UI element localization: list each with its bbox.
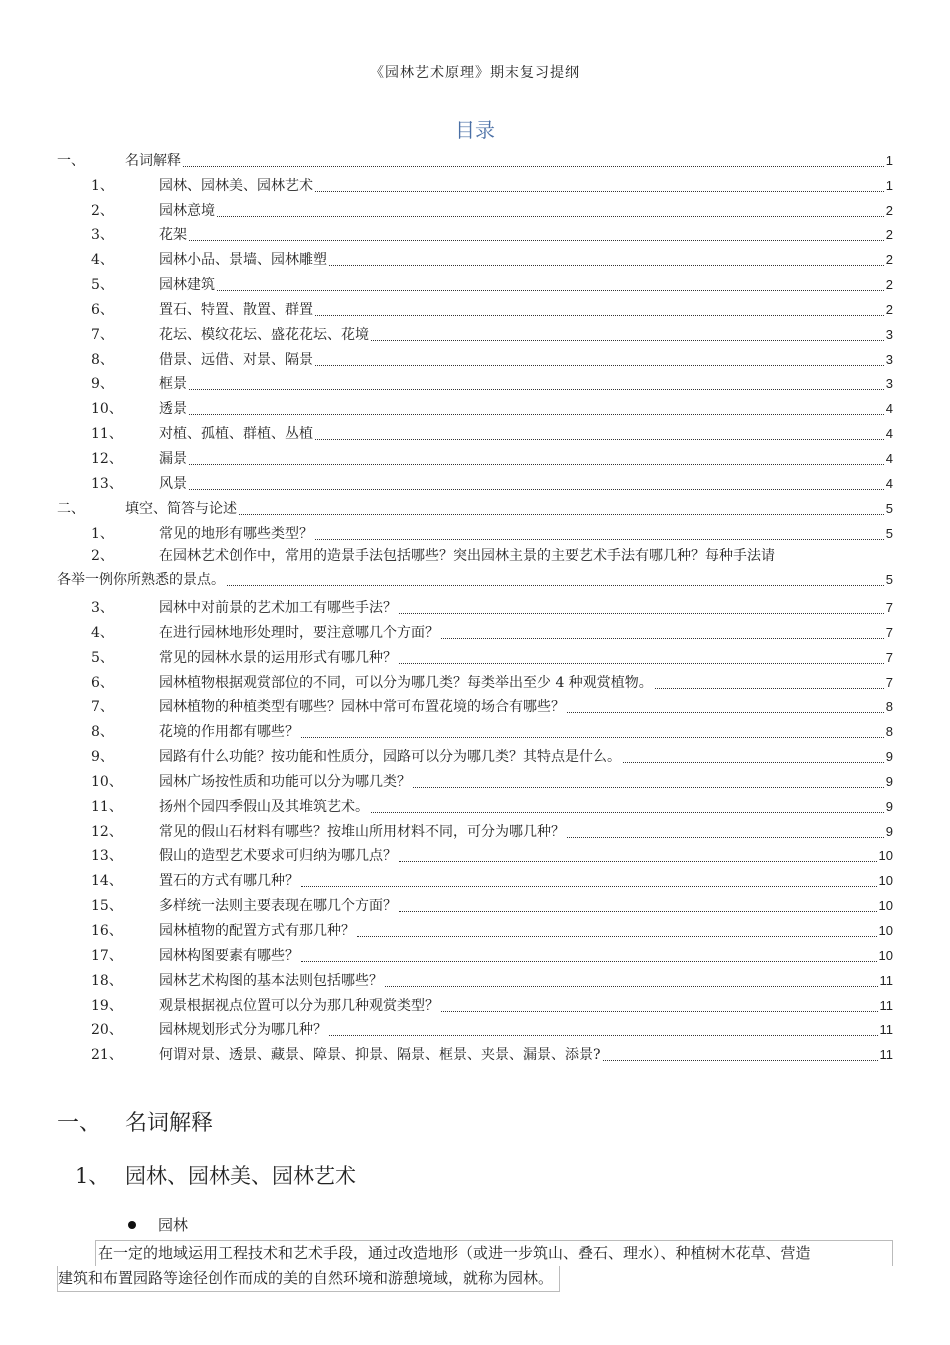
toc-leader [189, 388, 884, 390]
toc-number: 10、 [91, 401, 123, 418]
toc-page-number: 4 [885, 426, 893, 442]
toc-entry[interactable] [57, 618, 893, 643]
toc-entry[interactable] [57, 295, 893, 320]
toc-entry[interactable] [57, 593, 893, 618]
toc-number: 7、 [91, 326, 114, 343]
toc-page-number: 4 [885, 401, 893, 417]
toc-heading: 目录 [455, 118, 495, 142]
toc-page-number: 7 [885, 674, 893, 690]
toc-page-number: 7 [885, 600, 893, 616]
toc-leader [189, 239, 884, 241]
toc-entry[interactable] [57, 221, 893, 246]
toc-entry[interactable] [57, 419, 893, 444]
toc-label: 花境的作用都有哪些？ [159, 724, 299, 741]
toc-entry[interactable] [57, 643, 893, 668]
toc-entry[interactable] [57, 1016, 893, 1041]
toc-page-number: 9 [885, 823, 893, 839]
toc-page-number: 11 [879, 1022, 893, 1038]
toc-page-number: 8 [885, 699, 893, 715]
toc-number: 19、 [91, 997, 123, 1014]
toc-label: 园路有什么功能？按功能和性质分，园路可以分为哪几类？其特点是什么。 [159, 749, 621, 766]
toc-page-number: 2 [885, 202, 893, 218]
toc-entry[interactable] [57, 891, 893, 916]
toc-label-line-2: 各举一例你所熟悉的景点。 [57, 572, 225, 589]
toc-page-number: 9 [885, 798, 893, 814]
toc-entry[interactable] [57, 916, 893, 941]
toc-entry[interactable] [57, 370, 893, 395]
toc-entry[interactable] [57, 345, 893, 370]
toc-leader [301, 736, 884, 738]
toc-leader [315, 190, 884, 192]
toc-leader [189, 413, 884, 415]
toc-entry[interactable] [57, 245, 893, 270]
toc-label: 漏景 [159, 450, 187, 467]
toc-leader [315, 538, 884, 540]
toc-number: 17、 [91, 947, 123, 964]
toc-leader [315, 314, 884, 316]
toc-label: 园林规划形式分为哪几种？ [159, 1022, 327, 1039]
toc-label: 借景、远借、对景、隔景 [159, 351, 313, 368]
toc-leader [329, 1034, 878, 1036]
toc-entry[interactable] [57, 469, 893, 494]
toc-label: 假山的造型艺术要求可归纳为哪几点？ [159, 848, 397, 865]
toc-number: 4、 [91, 624, 114, 641]
toc-entry[interactable] [57, 693, 893, 718]
toc-page-number: 11 [879, 1047, 893, 1063]
toc-entry[interactable] [57, 668, 893, 693]
toc-page-number: 9 [885, 773, 893, 789]
toc-label: 风景 [159, 475, 187, 492]
toc-entry[interactable] [57, 792, 893, 817]
toc-label: 何谓对景、透景、藏景、障景、抑景、隔景、框景、夹景、漏景、添景? [159, 1047, 601, 1064]
subsection-heading-label: 园林、园林美、园林艺术 [125, 1164, 356, 1188]
subsection-heading-number: 1、 [75, 1164, 110, 1188]
toc-number: 18、 [91, 972, 123, 989]
toc-entry[interactable] [57, 966, 893, 991]
paragraph-line-1: 在一定的地域运用工程技术和艺术手段，通过改造地形（或进一步筑山、叠石、理水）、种植树木花草、营造 [95, 1240, 893, 1266]
toc-section-2-items [57, 593, 893, 1065]
toc-page-number: 10 [878, 947, 893, 963]
toc-number: 一、 [57, 152, 85, 169]
toc-number: 10、 [91, 773, 123, 790]
toc-label: 园林意境 [159, 202, 215, 219]
toc-label: 花坛、模纹花坛、盛花花坛、花境 [159, 326, 369, 343]
toc-label: 填空、简答与论述 [125, 500, 237, 517]
toc-label: 常见的假山石材料有哪些？按堆山所用材料不同，可分为哪几种？ [159, 823, 565, 840]
toc-number: 6、 [91, 674, 114, 691]
toc-page-number: 5 [885, 500, 893, 516]
toc-leader [227, 584, 884, 586]
toc-number: 1、 [91, 525, 114, 542]
toc-label: 园林植物根据观赏部位的不同，可以分为哪几类？每类举出至少 4 种观赏植物。 [159, 674, 653, 691]
toc-label: 置石、特置、散置、群置 [159, 301, 313, 318]
toc-page-number: 5 [885, 525, 893, 541]
toc-number: 6、 [91, 301, 114, 318]
toc-number: 3、 [91, 600, 114, 617]
toc-number: 12、 [91, 450, 123, 467]
toc-leader [301, 960, 877, 962]
paragraph-line-2: 建筑和布置园路等途径创作而成的美的自然环境和游憩境域，就称为园林。 [57, 1266, 560, 1292]
toc-page-number: 2 [885, 227, 893, 243]
toc-entry[interactable] [57, 171, 893, 196]
toc-number: 3、 [91, 227, 114, 244]
toc-label: 多样统一法则主要表现在哪几个方面？ [159, 898, 397, 915]
toc-number: 14、 [91, 873, 123, 890]
toc-number: 11、 [91, 426, 123, 443]
toc-number: 1、 [91, 177, 114, 194]
toc-entry[interactable] [57, 991, 893, 1016]
toc-label: 花架 [159, 227, 187, 244]
toc-leader [189, 488, 884, 490]
toc-page-number: 4 [885, 450, 893, 466]
toc-leader [301, 885, 877, 887]
toc-label: 名词解释 [125, 152, 181, 169]
toc-leader [217, 215, 884, 217]
toc-entry[interactable] [57, 767, 893, 792]
toc-page-number: 7 [885, 624, 893, 640]
section-heading [57, 1106, 213, 1137]
toc-leader [567, 711, 884, 713]
toc-page-number: 5 [885, 572, 893, 588]
toc-leader [399, 860, 877, 862]
toc-page-number: 2 [885, 301, 893, 317]
toc-page-number: 8 [885, 724, 893, 740]
toc-label: 园林小品、景墙、园林雕塑 [159, 252, 327, 269]
toc-leader [183, 165, 884, 167]
toc-page-number: 11 [879, 997, 893, 1013]
subsection-heading [75, 1160, 356, 1190]
toc-label: 园林植物的配置方式有那几种？ [159, 923, 355, 939]
toc-page-number: 10 [878, 848, 893, 864]
toc-page-number: 10 [878, 898, 893, 914]
toc-label: 置石的方式有哪几种？ [159, 873, 299, 890]
toc-entry[interactable] [57, 519, 893, 544]
toc-leader [217, 289, 884, 291]
toc-number: 5、 [91, 649, 114, 666]
toc-leader [413, 786, 884, 788]
toc-leader [239, 513, 884, 515]
toc-leader [655, 687, 884, 689]
toc-page-number: 9 [885, 749, 893, 765]
toc-number: 二、 [57, 500, 85, 517]
toc-number: 13、 [91, 475, 123, 492]
toc-number: 2、 [91, 547, 114, 564]
toc-entry[interactable] [57, 394, 893, 419]
toc-number: 9、 [91, 749, 114, 766]
toc-label: 框景 [159, 376, 187, 393]
toc-entry[interactable] [57, 320, 893, 345]
toc-page-number: 1 [885, 152, 893, 168]
toc-label-line-1: 在园林艺术创作中，常用的造景手法包括哪些？突出园林主景的主要艺术手法有哪几种？每种手法请 [159, 547, 775, 564]
toc-entry[interactable] [57, 742, 893, 767]
toc-label: 对植、孤植、群植、丛植 [159, 426, 313, 443]
bullet-icon [128, 1221, 136, 1229]
toc-number: 5、 [91, 277, 114, 294]
toc-entry[interactable] [57, 196, 893, 221]
section-heading-number: 一、 [57, 1111, 102, 1136]
toc-number: 15、 [91, 898, 123, 915]
toc-entry[interactable] [57, 941, 893, 966]
toc-page-number: 1 [885, 177, 893, 193]
toc-entry[interactable] [57, 717, 893, 742]
toc-number: 4、 [91, 252, 114, 269]
toc-leader [623, 761, 884, 763]
toc-leader [399, 612, 884, 614]
toc-label: 透景 [159, 401, 187, 418]
toc-page-number: 2 [885, 277, 893, 293]
toc-page-number: 10 [878, 923, 893, 938]
toc-entry[interactable] [57, 842, 893, 867]
toc-entry-wrapped[interactable] [57, 544, 893, 594]
toc-page-number: 3 [885, 351, 893, 367]
bullet-item [128, 1214, 188, 1235]
toc-number: 9、 [91, 376, 114, 393]
toc-number: 8、 [91, 724, 114, 741]
toc-label: 在进行园林地形处理时，要注意哪几个方面？ [159, 624, 439, 641]
definition-paragraph [57, 1240, 893, 1292]
toc-label: 常见的地形有哪些类型？ [159, 525, 313, 542]
toc-number: 12、 [91, 823, 123, 840]
toc-entry[interactable] [57, 444, 893, 469]
toc-number: 11、 [91, 798, 123, 815]
toc-label: 常见的园林水景的运用形式有哪几种？ [159, 649, 397, 666]
toc-label: 观景根据视点位置可以分为那几种观赏类型？ [159, 997, 439, 1014]
toc-section-1-items [57, 171, 893, 494]
toc-entry[interactable] [57, 817, 893, 842]
toc-leader [357, 935, 877, 937]
toc-leader [441, 637, 884, 639]
toc-leader [385, 985, 878, 987]
document-title: 《园林艺术原理》期末复习提纲 [370, 65, 580, 81]
toc-number: 13、 [91, 848, 123, 865]
section-heading-label: 名词解释 [125, 1111, 214, 1136]
toc-leader [441, 1010, 878, 1012]
toc-leader [567, 836, 884, 838]
toc-leader [399, 662, 884, 664]
toc-leader [315, 438, 884, 440]
toc-page-number: 3 [885, 376, 893, 392]
toc-page-number: 4 [885, 475, 893, 491]
toc-number: 8、 [91, 351, 114, 368]
toc-number: 21、 [91, 1047, 123, 1064]
toc-leader [371, 811, 884, 813]
toc-page-number: 2 [885, 252, 893, 268]
toc-page-number: 10 [878, 873, 893, 889]
toc-entry-section-1[interactable] [57, 146, 893, 171]
toc-label: 园林中对前景的艺术加工有哪些手法？ [159, 600, 397, 617]
toc-label: 园林广场按性质和功能可以分为哪几类？ [159, 773, 411, 790]
toc-page-number: 11 [879, 972, 893, 988]
toc-leader [603, 1059, 878, 1061]
toc-page-number: 7 [885, 649, 893, 665]
toc-leader [399, 910, 877, 912]
toc-leader [189, 463, 884, 465]
toc-entry[interactable] [57, 866, 893, 891]
toc-label: 园林构图要素有哪些？ [159, 947, 299, 964]
toc-label: 园林艺术构图的基本法则包括哪些？ [159, 972, 383, 989]
toc-label: 园林植物的种植类型有哪些？园林中常可布置花境的场合有哪些？ [159, 699, 565, 716]
toc-entry[interactable] [57, 1040, 893, 1065]
bullet-text: 园林 [158, 1216, 189, 1234]
toc-label: 园林建筑 [159, 277, 215, 294]
toc-leader [329, 264, 884, 266]
toc-label: 园林、园林美、园林艺术 [159, 177, 313, 194]
toc-number: 2、 [91, 202, 114, 219]
toc-entry[interactable] [57, 270, 893, 295]
toc-leader [371, 339, 884, 341]
toc-leader [315, 364, 884, 366]
toc-number: 7、 [91, 699, 114, 716]
table-of-contents [57, 146, 893, 1065]
toc-label: 扬州个园四季假山及其堆筑艺术。 [159, 798, 369, 815]
toc-page-number: 3 [885, 326, 893, 342]
toc-number: 20、 [91, 1022, 123, 1039]
toc-number: 16、 [91, 923, 123, 939]
toc-entry-section-2[interactable] [57, 494, 893, 519]
